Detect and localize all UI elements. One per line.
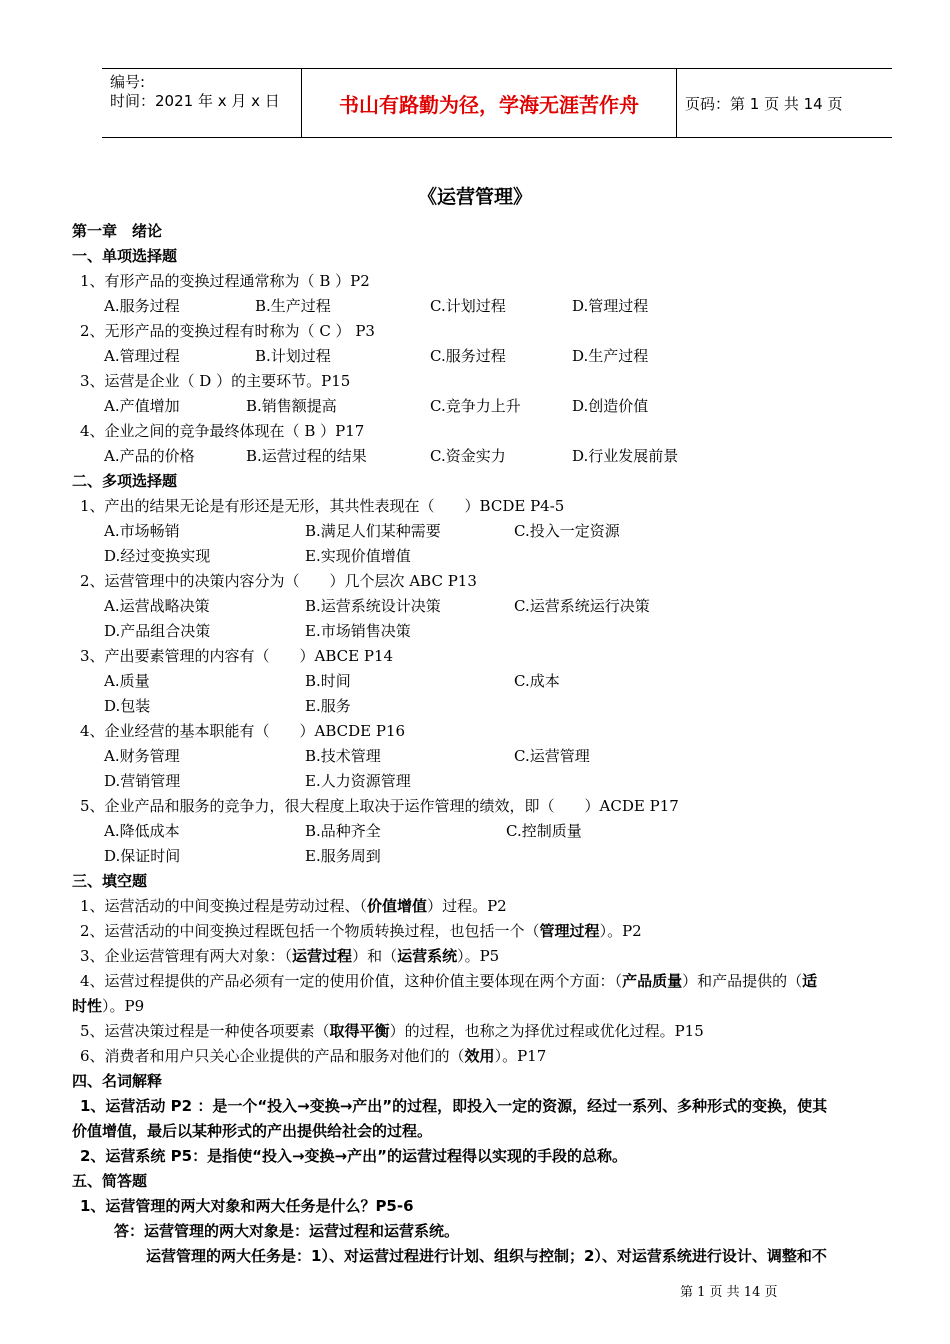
option: A.产值增加 [104, 397, 180, 415]
option: C.投入一定资源 [514, 522, 620, 540]
option: B.技术管理 [305, 747, 381, 765]
option: A.财务管理 [104, 747, 180, 765]
text: ）。P9 [102, 997, 145, 1015]
text: ）。P17 [494, 1047, 547, 1065]
option: E.服务 [305, 697, 351, 715]
question: 3、运营是企业（ D ）的主要环节。P15 [80, 372, 351, 390]
question: 4、企业之间的竞争最终体现在（ B ）P17 [80, 422, 365, 440]
question: 2、运营管理中的决策内容分为（ ）几个层次 ABC P13 [80, 572, 477, 590]
document-title: 《运营管理》 [417, 186, 532, 208]
term-definition: 1、运营活动 P2 ：是一个“投入→变换→产出”的过程，即投入一定的资源，经过一系列、多种形式的变换，使其 [80, 1097, 828, 1115]
option: B.品种齐全 [305, 822, 381, 840]
answer: 运营系统 [397, 947, 458, 965]
fill-item [80, 896, 507, 916]
answer: 运营管理的两大任务是：1）、对运营过程进行计划、组织与控制；2）、对运营系统进行设计、调整和不 [146, 1247, 827, 1265]
option: A.管理过程 [104, 347, 180, 365]
option: C.资金实力 [430, 447, 506, 465]
text: ）和（ [352, 947, 398, 965]
term-definition-cont: 价值增值，最后以某种形式的产出提供给社会的过程。 [72, 1122, 433, 1140]
option: A.降低成本 [104, 822, 180, 840]
question: 1、有形产品的变换过程通常称为（ B ）P2 [80, 272, 370, 290]
answer: 管理过程 [539, 922, 600, 940]
header-page-label: 页码：第 1 页 共 14 页 [685, 94, 843, 113]
option: B.满足人们某种需要 [305, 522, 441, 540]
fill-item [80, 921, 642, 941]
answer: 答：运营管理的两大对象是：运营过程和运营系统。 [114, 1222, 460, 1240]
option: D.包装 [104, 697, 151, 715]
question: 2、无形产品的变换过程有时称为（ C ） P3 [80, 322, 375, 340]
answer: 价值增值 [367, 897, 428, 915]
option: A.服务过程 [104, 297, 180, 315]
answer: 运营过程 [292, 947, 353, 965]
question: 3、产出要素管理的内容有（ ）ABCE P14 [80, 647, 394, 665]
question: 4、企业经营的基本职能有（ ）ABCDE P16 [80, 722, 406, 740]
text: ）过程。P2 [427, 897, 507, 915]
text: 6、消费者和用户只关心企业提供的产品和服务对他们的（ [80, 1047, 465, 1065]
section-heading: 二、多项选择题 [72, 472, 178, 490]
text: ）的过程，也称之为择优过程或优化过程。P15 [389, 1022, 704, 1040]
option: E.服务周到 [305, 847, 381, 865]
option: B.生产过程 [255, 297, 331, 315]
option: C.运营系统运行决策 [514, 597, 650, 615]
option: B.时间 [305, 672, 351, 690]
option: C.竞争力上升 [430, 397, 521, 415]
text: ）和产品提供的（ [682, 972, 803, 990]
section-heading: 四、名词解释 [72, 1072, 163, 1090]
option: B.销售额提高 [246, 397, 337, 415]
number-label: 编号: [110, 73, 146, 91]
option: C.成本 [514, 672, 560, 690]
text: ）。P5 [457, 947, 500, 965]
section-heading: 一、单项选择题 [72, 247, 178, 265]
text: 3、企业运营管理有两大对象：（ [80, 947, 293, 965]
answer: 取得平衡 [329, 1022, 390, 1040]
header-info-cell [102, 69, 302, 137]
question: 1、运营管理的两大对象和两大任务是什么？P5-6 [80, 1197, 414, 1215]
option: B.运营系统设计决策 [305, 597, 441, 615]
option: D.生产过程 [572, 347, 649, 365]
text: ）。P2 [599, 922, 642, 940]
page-footer: 第 1 页 共 14 页 [680, 1285, 778, 1300]
option: A.质量 [104, 672, 150, 690]
answer: 效用 [464, 1047, 495, 1065]
text: 1、运营活动的中间变换过程是劳动过程、（ [80, 897, 368, 915]
option: C.服务过程 [430, 347, 506, 365]
option: B.运营过程的结果 [246, 447, 367, 465]
option: D.管理过程 [572, 297, 649, 315]
fill-item [80, 971, 817, 991]
section-heading: 五、简答题 [72, 1172, 148, 1190]
term-definition: 2、运营系统 P5：是指使“投入→变换→产出”的运营过程得以实现的手段的总称。 [80, 1147, 627, 1165]
fill-item [80, 1021, 704, 1041]
option: D.保证时间 [104, 847, 181, 865]
option: E.人力资源管理 [305, 772, 411, 790]
option: A.市场畅销 [104, 522, 180, 540]
answer: 产品质量 [622, 972, 683, 990]
option: E.市场销售决策 [305, 622, 411, 640]
option: D.经过变换实现 [104, 547, 211, 565]
question: 5、企业产品和服务的竞争力，很大程度上取决于运作管理的绩效，即（ ）ACDE P17 [80, 797, 679, 815]
header-motto: 书山有路勤为径，学海无涯苦作舟 [302, 69, 677, 137]
text: 5、运营决策过程是一种使各项要素（ [80, 1022, 330, 1040]
fill-item-cont [72, 996, 144, 1016]
question: 1、产出的结果无论是有形还是无形，其共性表现在（ ）BCDE P4-5 [80, 497, 565, 515]
text: 4、运营过程提供的产品必须有一定的使用价值，这种价值主要体现在两个方面：（ [80, 972, 623, 990]
option: C.计划过程 [430, 297, 506, 315]
option: E.实现价值增值 [305, 547, 411, 565]
answer: 时性 [72, 997, 103, 1015]
option: C.控制质量 [506, 822, 582, 840]
chapter-heading: 第一章 绪论 [72, 222, 163, 240]
option: A.运营战略决策 [104, 597, 210, 615]
text: 2、运营活动的中间变换过程既包括一个物质转换过程，也包括一个（ [80, 922, 540, 940]
option: A.产品的价格 [104, 447, 195, 465]
section-heading: 三、填空题 [72, 872, 148, 890]
fill-item [80, 946, 499, 966]
option: C.运营管理 [514, 747, 590, 765]
option: D.产品组合决策 [104, 622, 211, 640]
fill-item [80, 1046, 546, 1066]
page-header [102, 68, 892, 138]
option: D.营销管理 [104, 772, 181, 790]
option: B.计划过程 [255, 347, 331, 365]
option: D.创造价值 [572, 397, 649, 415]
option: D.行业发展前景 [572, 447, 679, 465]
time-label: 时间：2021 年 x 月 x 日 [110, 92, 280, 110]
answer: 适 [802, 972, 818, 990]
